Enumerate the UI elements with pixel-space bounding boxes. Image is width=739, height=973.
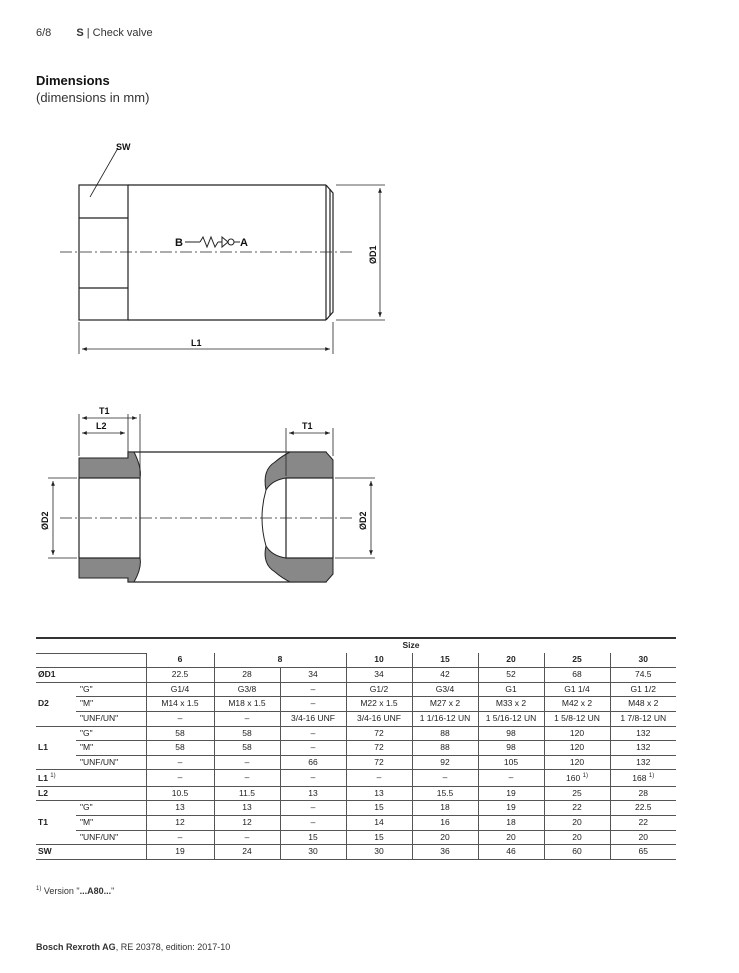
variant-label: "UNF/UN" [76,711,146,726]
row-label: ØD1 [36,668,146,683]
table-cell: G1/2 [346,682,412,697]
table-cell: – [346,770,412,786]
table-cell: 15 [346,830,412,845]
size-25: 25 [544,653,610,668]
table-cell: 10.5 [146,786,214,801]
table-cell: 98 [478,741,544,756]
table-cell: 72 [346,726,412,741]
variant-label: "G" [76,801,146,816]
table-cell: 28 [214,668,280,683]
table-cell: – [412,770,478,786]
t1-right-label: T1 [302,421,313,431]
table-cell: 65 [610,845,676,860]
table-cell: M22 x 1.5 [346,697,412,712]
table-cell: 11.5 [214,786,280,801]
table-cell: 132 [610,741,676,756]
table-row [36,711,676,726]
table-cell: 19 [146,845,214,860]
od2-right-label: ØD2 [358,511,368,530]
table-cell: 58 [146,726,214,741]
variant-label: "G" [76,682,146,697]
table-cell: 42 [412,668,478,683]
table-cell: 13 [280,786,346,801]
table-cell: M18 x 1.5 [214,697,280,712]
sw-label: SW [116,142,131,152]
size-header-row [36,653,676,668]
port-a-label: A [240,237,248,249]
table-row [36,741,676,756]
table-cell: – [280,697,346,712]
size-10: 10 [346,653,412,668]
check-valve-symbol [185,237,240,247]
footnote-text: Version " [43,886,80,896]
table-cell: – [146,711,214,726]
table-cell: 20 [412,830,478,845]
table-cell: – [146,770,214,786]
table-cell: 1 7/8-12 UN [610,711,676,726]
size-15: 15 [412,653,478,668]
od2-left-label: ØD2 [40,511,50,530]
table-cell: 16 [412,815,478,830]
section-title: Dimensions [36,73,110,88]
table-cell [610,770,676,786]
table-cell: – [214,711,280,726]
table-cell: 20 [478,830,544,845]
section-subtitle: (dimensions in mm) [36,90,150,105]
table-cell: 34 [346,668,412,683]
row-label: SW [36,845,146,860]
table-cell: – [478,770,544,786]
dimensions-table [36,637,676,860]
table-cell: M27 x 2 [412,697,478,712]
variant-label: "UNF/UN" [76,830,146,845]
footnote [36,886,114,896]
table-cell: G1/4 [146,682,214,697]
table-cell: 52 [478,668,544,683]
cell-value: 160 [566,773,581,784]
footnote-ref: 1) [582,773,588,780]
footnote-marker: 1) [36,886,42,892]
table-row [36,801,676,816]
table-row [36,755,676,770]
table-cell: 19 [478,786,544,801]
variant-label: "M" [76,815,146,830]
table-cell: 120 [544,726,610,741]
table-cell: 30 [280,845,346,860]
table-cell: 13 [146,801,214,816]
table-cell: 15 [280,830,346,845]
table-cell: 1 5/16-12 UN [478,711,544,726]
table-cell: 13 [214,801,280,816]
table-cell: 72 [346,755,412,770]
series-letter: S [76,27,84,39]
size-6: 6 [146,653,214,668]
table-cell: 72 [346,741,412,756]
l1-dimension [79,322,333,354]
table-cell: – [280,815,346,830]
table-cell: 20 [544,815,610,830]
row-label: L2 [36,786,146,801]
table-cell: 22.5 [146,668,214,683]
table-row [36,682,676,697]
table-cell: 105 [478,755,544,770]
table-cell: G1 [478,682,544,697]
table-cell: 20 [544,830,610,845]
table-cell: 24 [214,845,280,860]
table-cell: 20 [610,830,676,845]
table-cell: 30 [346,845,412,860]
table-cell: 19 [478,801,544,816]
table-cell: – [146,755,214,770]
table-cell: 68 [544,668,610,683]
table-cell: – [214,770,280,786]
table-row [36,830,676,845]
table-cell: 132 [610,755,676,770]
variant-label: "G" [76,726,146,741]
port-b-label: B [175,237,183,249]
page-footer [36,942,230,952]
table-cell: – [280,801,346,816]
table-cell: – [214,755,280,770]
footnote-ref: 1) [50,773,56,780]
table-row [36,845,676,860]
size-8: 8 [214,653,346,668]
table-cell: – [280,770,346,786]
table-cell: 15 [346,801,412,816]
table-cell: 98 [478,726,544,741]
document-title: | Check valve [86,27,153,39]
table-cell: 22 [610,815,676,830]
table-cell: M42 x 2 [544,697,610,712]
table-cell: 34 [280,668,346,683]
table-cell: G3/4 [412,682,478,697]
size-30: 30 [610,653,676,668]
size-20: 20 [478,653,544,668]
size-caption: Size [146,638,676,653]
table-cell: M14 x 1.5 [146,697,214,712]
od1-label: ØD1 [368,245,378,264]
table-cell: – [280,726,346,741]
variant-label: "M" [76,697,146,712]
table-cell: 18 [412,801,478,816]
table-cell: 3/4-16 UNF [280,711,346,726]
table-cell: G3/8 [214,682,280,697]
table-row [36,770,676,786]
table-cell: 15.5 [412,786,478,801]
table-cell: 88 [412,741,478,756]
table-cell: 120 [544,755,610,770]
table-row [36,786,676,801]
table-row [36,815,676,830]
footnote-code: ...A80... [79,886,112,896]
table-cell: 66 [280,755,346,770]
table-cell: 14 [346,815,412,830]
footnote-ref: 1) [648,773,655,780]
row-label: T1 [36,801,76,845]
row-label [36,770,146,786]
table-cell: 58 [146,741,214,756]
table-cell [544,770,610,786]
table-cell: 46 [478,845,544,860]
table-cell: 74.5 [610,668,676,683]
table-cell: 1 1/16-12 UN [412,711,478,726]
table-cell: M48 x 2 [610,697,676,712]
l2-label: L2 [96,421,107,431]
l1-label: L1 [191,338,202,348]
table-cell: 22.5 [610,801,676,816]
table-cell: – [214,830,280,845]
table-cell: 36 [412,845,478,860]
table-cell: – [280,741,346,756]
table-cell: 132 [610,726,676,741]
table-cell: 120 [544,741,610,756]
table-cell: 92 [412,755,478,770]
valve-side-view [60,148,355,320]
table-cell: 58 [214,726,280,741]
table-cell: 58 [214,741,280,756]
variant-label: "M" [76,741,146,756]
table-cell: 3/4-16 UNF [346,711,412,726]
table-cell: – [146,830,214,845]
t1-left-label: T1 [99,406,110,416]
valve-section-view [60,452,355,582]
row-label-text: L1 [38,773,48,784]
table-row [36,726,676,741]
table-cell: M33 x 2 [478,697,544,712]
table-cell: 88 [412,726,478,741]
table-row [36,668,676,683]
table-cell: 13 [346,786,412,801]
table-cell: 60 [544,845,610,860]
table-cell: – [280,682,346,697]
row-label: D2 [36,682,76,726]
table-cell: 12 [214,815,280,830]
table-cell: 28 [610,786,676,801]
cell-value: 168 [632,773,647,784]
page-number: 6/8 [36,27,52,39]
variant-label: "UNF/UN" [76,755,146,770]
table-cell: 1 5/8-12 UN [544,711,610,726]
table-cell: 18 [478,815,544,830]
size-caption-row [36,638,676,653]
row-label: L1 [36,726,76,770]
footnote-close: " [111,886,115,896]
table-row [36,697,676,712]
footer-text: , RE 20378, edition: 2017-10 [115,942,231,952]
footer-brand: Bosch Rexroth AG [36,942,116,952]
table-cell: G1 1/4 [544,682,610,697]
table-cell: 12 [146,815,214,830]
table-cell: 22 [544,801,610,816]
table-cell: 25 [544,786,610,801]
table-cell: G1 1/2 [610,682,676,697]
